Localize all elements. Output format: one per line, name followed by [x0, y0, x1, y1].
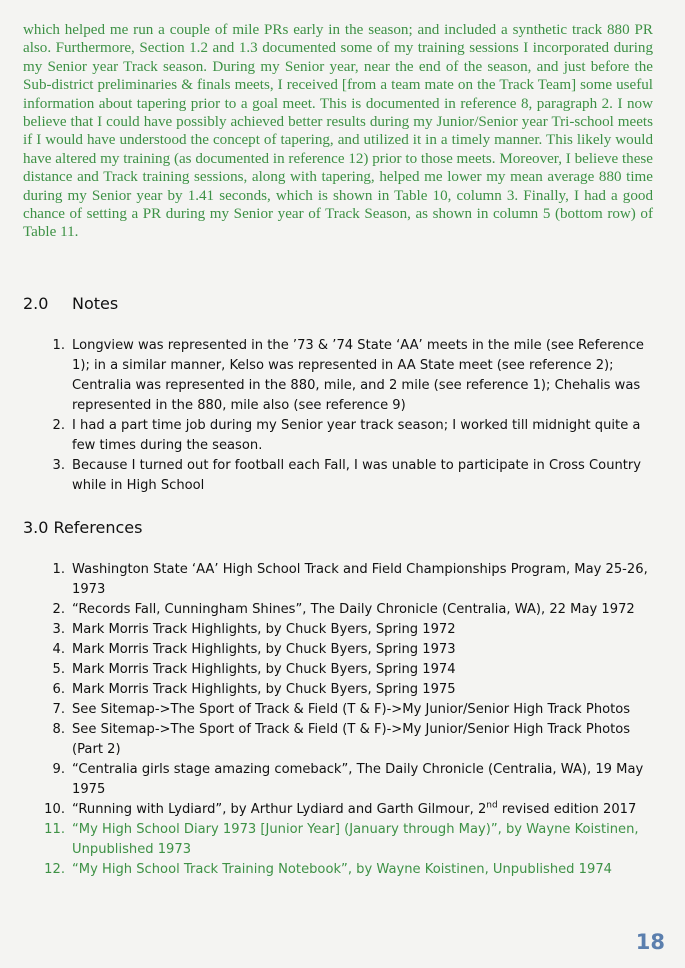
- reference-text-part-b: revised edition 2017: [497, 802, 637, 817]
- reference-text: “Centralia girls stage amazing comeback”, The Daily Chronicle (Centralia, WA), 19 May 1975: [72, 762, 644, 797]
- note-item: [0, 456, 657, 496]
- note-number: 1.: [52, 338, 65, 353]
- note-number: 3.: [52, 458, 65, 473]
- note-item: [0, 336, 657, 416]
- reference-item: [0, 640, 657, 660]
- reference-item: [0, 660, 657, 680]
- reference-number: 12.: [44, 862, 65, 877]
- references-section-number: 3.0: [23, 518, 49, 537]
- reference-item: [0, 820, 657, 860]
- reference-number: 7.: [52, 702, 65, 717]
- reference-number: 8.: [52, 722, 65, 737]
- notes-heading: [23, 294, 118, 313]
- reference-text: Mark Morris Track Highlights, by Chuck Byers, Spring 1972: [72, 622, 456, 637]
- reference-text-part-a: “Running with Lydiard”, by Arthur Lydiard and Garth Gilmour, 2: [72, 802, 487, 817]
- reference-item: [0, 560, 657, 600]
- reference-text: Mark Morris Track Highlights, by Chuck Byers, Spring 1974: [72, 662, 456, 677]
- reference-text: “Records Fall, Cunningham Shines”, The Daily Chronicle (Centralia, WA), 22 May 1972: [72, 602, 635, 617]
- notes-section-number: 2.0: [23, 294, 49, 313]
- intro-paragraph: which helped me run a couple of mile PRs early in the season; and included a synthetic track 880 PR also. Furthermore, Section 1.2 and 1.3 documented some of my training sessions I incorporated during my Senior year Track season. During my Senior year, near the end of the season, and just before the Sub-district preliminaries & finals meets, I received [from a team mate on the Track Team] some useful information about tapering prior to a goal meet. This is documented in reference 8, paragraph 2. I now believe that I could have possibly achieved better results during my Junior/Senior year Tri-school meets if I would have understood the concept of tapering, and utilized it in a timely manner. This likely would have altered my training (as documented in reference 12) prior to those meets. Moreover, I believe these distance and Track training sessions, along with tapering, helped me lower my mean average 880 time during my Senior year by 1.41 seconds, which is shown in Table 10, column 3. Finally, I had a good chance of setting a PR during my Senior year of Track Season, as shown in column 5 (bottom row) of Table 11.: [23, 22, 653, 241]
- note-text: Longview was represented in the ’73 & ’74 State ‘AA’ meets in the mile (see Reference 1); in a similar manner, Kelso was represented in AA State meet (see reference 2); Centralia was represented in the 880, mile, and 2 mile (see reference 1); Chehalis was represented in the 880, mile also (see reference 9): [72, 338, 644, 413]
- reference-item: [0, 700, 657, 720]
- reference-text: Washington State ‘AA’ High School Track and Field Championships Program, May 25-26, 1973: [72, 562, 648, 597]
- reference-item: [0, 760, 657, 800]
- notes-list: [0, 336, 657, 496]
- note-item: [0, 416, 657, 456]
- reference-item: [0, 680, 657, 700]
- reference-text: “My High School Diary 1973 [Junior Year] (January through May)”, by Wayne Koistinen, Unpublished 1973: [72, 822, 639, 857]
- references-heading: [23, 518, 142, 537]
- reference-text: Mark Morris Track Highlights, by Chuck Byers, Spring 1973: [72, 642, 456, 657]
- note-text: I had a part time job during my Senior year track season; I worked till midnight quite a few times during the season.: [72, 418, 641, 453]
- page-number: 18: [635, 930, 665, 954]
- notes-section-title: Notes: [72, 294, 119, 313]
- reference-number: 4.: [52, 642, 65, 657]
- reference-item: [0, 800, 657, 820]
- note-number: 2.: [52, 418, 65, 433]
- reference-text: Mark Morris Track Highlights, by Chuck Byers, Spring 1975: [72, 682, 456, 697]
- reference-number: 6.: [52, 682, 65, 697]
- references-list: [0, 560, 657, 880]
- reference-text: See Sitemap->The Sport of Track & Field (T & F)->My Junior/Senior High Track Photos: [72, 702, 631, 717]
- reference-number: 9.: [52, 762, 65, 777]
- reference-number: 2.: [52, 602, 65, 617]
- reference-item: [0, 600, 657, 620]
- reference-text: “My High School Track Training Notebook”, by Wayne Koistinen, Unpublished 1974: [72, 862, 612, 877]
- reference-text: See Sitemap->The Sport of Track & Field (T & F)->My Junior/Senior High Track Photos (Part 2): [72, 722, 631, 757]
- reference-number: 5.: [52, 662, 65, 677]
- reference-item: [0, 860, 657, 880]
- reference-item: [0, 620, 657, 640]
- reference-number: 1.: [52, 562, 65, 577]
- reference-number: 10.: [44, 802, 65, 817]
- reference-number: 3.: [52, 622, 65, 637]
- reference-number: 11.: [44, 822, 65, 837]
- references-section-title: References: [53, 518, 143, 537]
- reference-item: [0, 720, 657, 760]
- note-text: Because I turned out for football each Fall, I was unable to participate in Cross Country while in High School: [72, 458, 642, 493]
- reference-text-superscript: nd: [486, 800, 498, 811]
